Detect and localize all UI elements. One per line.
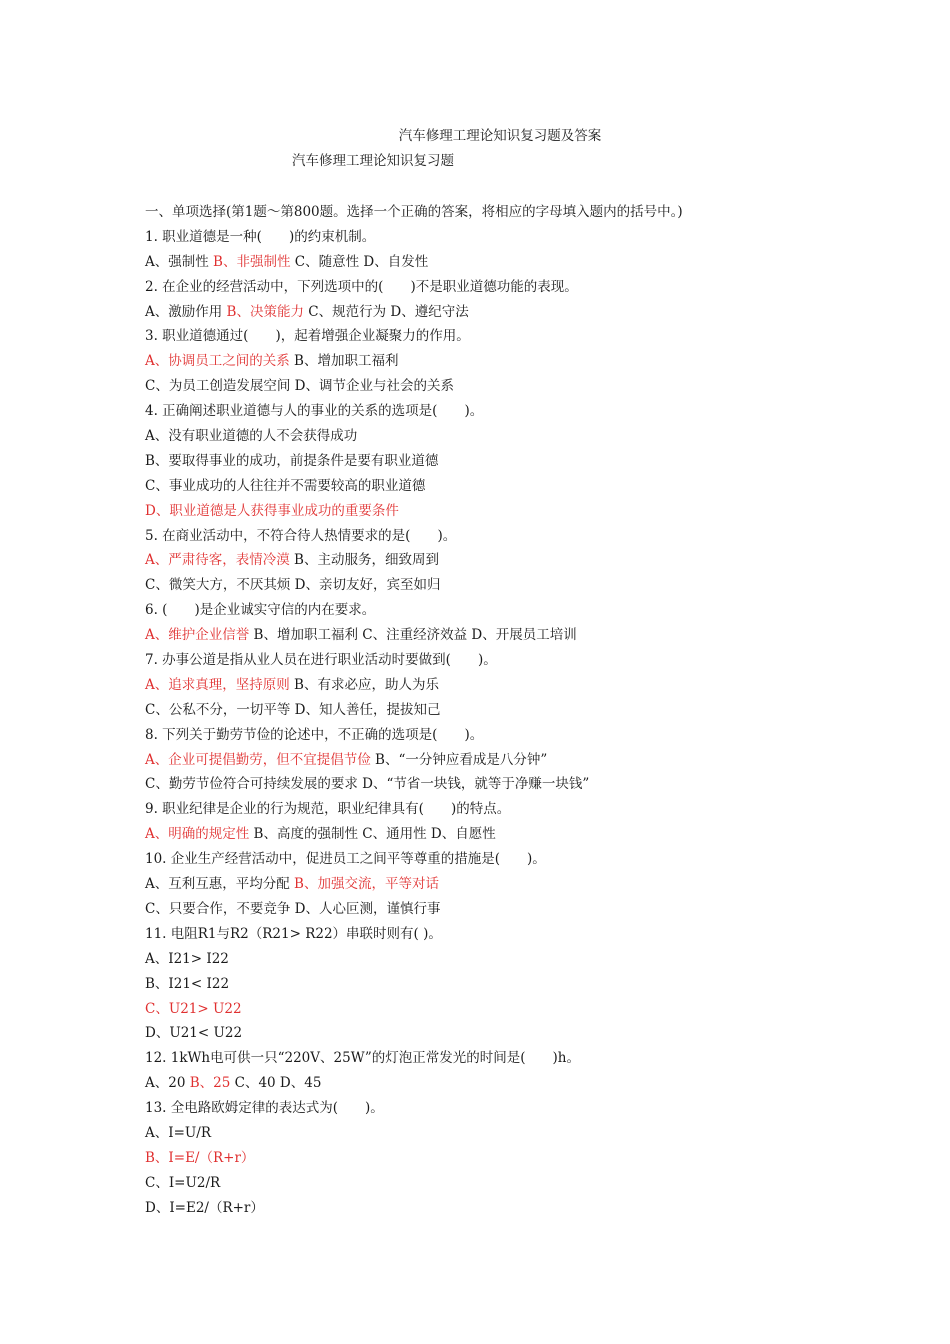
text-line	[145, 797, 865, 822]
line-text: 3. 职业道德通过( )，起着增强企业凝聚力的作用。	[145, 328, 470, 345]
text-line	[145, 573, 865, 598]
text-line	[145, 847, 865, 872]
answer-highlight: A、明确的规定性	[145, 826, 250, 843]
text-line	[145, 723, 865, 748]
line-text: A、20	[145, 1075, 190, 1092]
text-line	[145, 324, 865, 349]
answer-highlight: A、企业可提倡勤劳，但不宜提倡节俭	[145, 751, 371, 768]
line-text: 13. 全电路欧姆定律的表达式为( )。	[145, 1100, 384, 1117]
text-line	[145, 1121, 865, 1146]
line-text: C、微笑大方，不厌其烦 D、亲切友好，宾至如归	[145, 577, 441, 594]
text-line	[145, 300, 865, 325]
line-text: B、有求必应，助人为乐	[289, 676, 439, 693]
line-text: A、互利互惠，平均分配	[145, 876, 295, 893]
text-line	[145, 548, 865, 573]
line-text: B、高度的强制性 C、通用性 D、自愿性	[249, 826, 496, 843]
line-text: B、I21< I22	[145, 975, 230, 992]
text-line	[145, 1146, 865, 1171]
line-text: 7. 办事公道是指从业人员在进行职业活动时要做到( )。	[145, 652, 497, 669]
answer-highlight: B、I=E/（R+r）	[145, 1149, 255, 1166]
text-line	[145, 598, 865, 623]
text-line	[145, 1196, 865, 1221]
line-text: A、没有职业道德的人不会获得成功	[145, 428, 358, 445]
line-text: D、I=E2/（R+r）	[145, 1199, 264, 1216]
line-text: 11. 电阻R1与R2（R21> R22）串联时则有( )。	[145, 925, 442, 942]
text-line	[145, 399, 865, 424]
document-subtitle: 汽车修理工理论知识复习题	[292, 153, 454, 169]
line-text: 5. 在商业活动中，不符合待人热情要求的是( )。	[145, 527, 457, 544]
line-text: B、主动服务，细致周到	[289, 552, 439, 569]
text-line	[145, 1046, 865, 1071]
line-text: A、I21> I22	[145, 950, 229, 967]
line-text: B、“一分钟应看成是八分钟”	[370, 751, 548, 768]
text-line	[145, 275, 865, 300]
answer-highlight: D、职业道德是人获得事业成功的重要条件	[145, 502, 399, 519]
answer-highlight: B、决策能力	[226, 303, 304, 320]
text-line	[145, 449, 865, 474]
text-line	[145, 474, 865, 499]
line-text: A、激励作用	[145, 303, 227, 320]
text-line	[145, 748, 865, 773]
answer-highlight: A、严肃待客，表情冷漠	[145, 552, 290, 569]
line-text: C、随意性 D、自发性	[290, 253, 429, 270]
text-line	[145, 997, 865, 1022]
line-text: 1. 职业道德是一种( )的约束机制。	[145, 228, 376, 245]
text-line	[145, 349, 865, 374]
text-line	[145, 822, 865, 847]
line-text: 4. 正确阐述职业道德与人的事业的关系的选项是( )。	[145, 403, 484, 420]
line-text: 10. 企业生产经营活动中，促进员工之间平等尊重的措施是( )。	[145, 851, 546, 868]
line-text: A、I=U/R	[145, 1124, 211, 1141]
line-text: C、事业成功的人往往并不需要较高的职业道德	[145, 477, 426, 494]
answer-highlight: B、非强制性	[213, 253, 291, 270]
text-line	[145, 250, 865, 275]
text-line	[145, 1171, 865, 1196]
text-line	[145, 922, 865, 947]
text-line	[145, 648, 865, 673]
line-text: C、只要合作，不要竞争 D、人心叵测，谨慎行事	[145, 900, 441, 917]
line-text: C、为员工创造发展空间 D、调节企业与社会的关系	[145, 378, 454, 395]
text-line	[145, 200, 865, 225]
line-text: C、40 D、45	[230, 1075, 322, 1092]
text-line	[145, 872, 865, 897]
text-line	[145, 1096, 865, 1121]
answer-highlight: B、加强交流，平等对话	[294, 876, 439, 893]
answer-highlight: A、维护企业信誉	[145, 627, 250, 644]
line-text: C、I=U2/R	[145, 1174, 221, 1191]
text-line	[145, 1021, 865, 1046]
text-line	[145, 1071, 865, 1096]
line-text: 2. 在企业的经营活动中，下列选项中的( )不是职业道德功能的表现。	[145, 278, 578, 295]
document-title: 汽车修理工理论知识复习题及答案	[398, 128, 602, 144]
text-line	[145, 947, 865, 972]
line-text: B、要取得事业的成功，前提条件是要有职业道德	[145, 452, 439, 469]
answer-highlight: B、25	[189, 1075, 231, 1092]
line-text: C、规范行为 D、遵纪守法	[303, 303, 469, 320]
line-text: B、增加职工福利	[289, 353, 399, 370]
text-line	[145, 698, 865, 723]
text-line	[145, 424, 865, 449]
text-line	[145, 972, 865, 997]
text-line	[145, 897, 865, 922]
text-line	[145, 524, 865, 549]
line-text: C、勤劳节俭符合可持续发展的要求 D、“节省一块钱，就等于净赚一块钱”	[145, 776, 590, 793]
line-text: 12. 1kWh电可供一只“220V、25W”的灯泡正常发光的时间是( )h。	[145, 1050, 580, 1067]
line-text: 9. 职业纪律是企业的行为规范，职业纪律具有( )的特点。	[145, 801, 511, 818]
text-line	[145, 772, 865, 797]
answer-highlight: A、协调员工之间的关系	[145, 353, 290, 370]
line-text: A、强制性	[145, 253, 214, 270]
line-text: C、公私不分，一切平等 D、知人善任，提拔知己	[145, 701, 441, 718]
line-text: 一、单项选择(第1题～第800题。选择一个正确的答案，将相应的字母填入题内的括号中。)	[145, 204, 683, 220]
text-line	[145, 499, 865, 524]
answer-highlight: A、追求真理，坚持原则	[145, 676, 290, 693]
text-line	[145, 673, 865, 698]
line-text: B、增加职工福利 C、注重经济效益 D、开展员工培训	[249, 627, 577, 644]
text-line	[145, 623, 865, 648]
line-text: D、U21< U22	[145, 1025, 243, 1042]
line-text: 6. ( )是企业诚实守信的内在要求。	[145, 602, 376, 619]
line-text: 8. 下列关于勤劳节俭的论述中，不正确的选项是( )。	[145, 726, 484, 743]
answer-highlight: C、U21> U22	[145, 1000, 242, 1017]
text-line	[145, 225, 865, 250]
text-line	[145, 374, 865, 399]
question-list	[145, 200, 865, 1221]
